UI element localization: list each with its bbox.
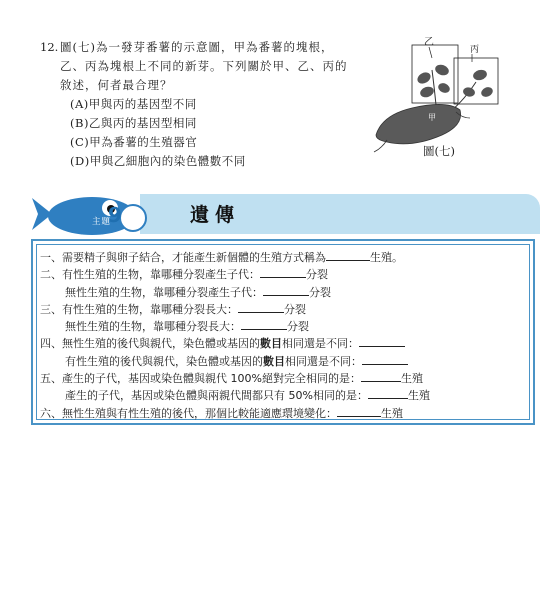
item-4b: 有性生殖的後代與親代，染色體或基因的數目相同還是不同： (40, 353, 430, 370)
label-jia: 甲 (428, 113, 436, 122)
answer-blank[interactable] (337, 406, 381, 417)
fill-in-list (40, 249, 430, 422)
item-1: 一、需要精子與卵子結合，才能產生新個體的生殖方式稱為 生殖。 (40, 251, 403, 264)
question-number: 12. (40, 40, 59, 54)
item-5b: 產生的子代，基因或染色體與兩親代間都只有 50%相同的是： 生殖 (65, 389, 430, 403)
sweet-potato-figure (372, 30, 502, 160)
item-2b: 無性生殖的生物，靠哪種分裂產生子代： 分裂 (65, 285, 331, 299)
topic-title: 遺傳 (190, 204, 241, 226)
figure-caption: 圖(七) (423, 144, 455, 158)
question-12 (40, 38, 370, 171)
answer-blank[interactable] (359, 336, 405, 347)
option-b: (B)乙與丙的基因型相同 (70, 116, 197, 130)
item-6: 六、無性生殖與有性生殖的後代，那個比較能適應環境變化： 生殖 (40, 406, 403, 420)
item-4: 四、無性生殖的後代與親代，染色體或基因的數目相同還是不同： (40, 335, 430, 352)
answer-blank[interactable] (238, 302, 284, 313)
item-3b: 無性生殖的生物，靠哪種分裂長大： 分裂 (65, 320, 309, 334)
option-c: (C)甲為番薯的生殖器官 (70, 135, 198, 149)
fish-icon (30, 194, 150, 238)
question-stem-line-3: 敘述，何者最合理？ (60, 78, 173, 92)
item-2: 二、有性生殖的生物，靠哪種分裂產生子代： 分裂 (40, 268, 328, 282)
answer-blank[interactable] (241, 319, 287, 330)
answer-blank[interactable] (362, 354, 408, 365)
answer-blank[interactable] (263, 285, 309, 296)
box-bing (454, 58, 498, 104)
topic-tag: 主題 (92, 217, 112, 227)
question-stem-line-1: 圖(七)為一發芽番薯的示意圖，甲為番薯的塊根， (60, 40, 334, 54)
answer-blank[interactable] (368, 388, 408, 399)
answer-blank[interactable] (260, 267, 306, 278)
question-stem-line-2: 乙、丙為塊根上不同的新芽。下列關於甲、乙、丙的 (60, 59, 348, 73)
label-bing: 丙 (470, 45, 480, 55)
topic-number: 9 (108, 203, 122, 227)
option-d: (D)甲與乙細胞內的染色體數不同 (70, 154, 246, 168)
answer-blank[interactable] (361, 371, 401, 382)
answer-blank[interactable] (326, 250, 370, 261)
item-3: 三、有性生殖的生物，靠哪種分裂長大： 分裂 (40, 302, 306, 316)
label-yi: 乙 (424, 37, 434, 48)
option-a: (A)甲與丙的基因型不同 (70, 97, 197, 111)
item-5: 五、產生的子代，基因或染色體與親代 100%絕對完全相同的是： 生殖 (40, 372, 423, 386)
